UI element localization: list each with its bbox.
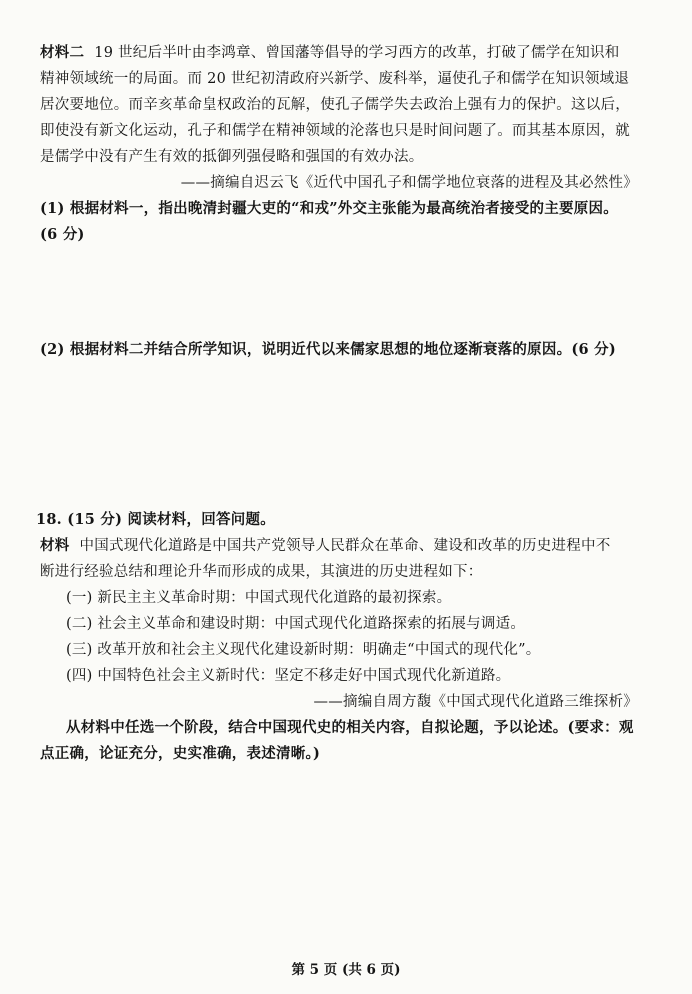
material2-line-2: 精神领域统一的局面。而 20 世纪初清政府兴新学、废科举，逼使孔子和儒学在知识领域退	[40, 71, 630, 87]
material2-text-1: 19 世纪后半叶由李鸿章、曾国藩等倡导的学习西方的改革，打破了儒学在知识和	[94, 45, 620, 61]
q18-material-line-2: 断进行经验总结和理论升华而形成的成果，其演进的历史进程如下：	[40, 564, 483, 580]
question-1-line-1: (1) 根据材料一，指出晚清封疆大吏的“和戎”外交主张能为最高统治者接受的主要原因。	[40, 200, 619, 217]
material2-source: ——摘编自迟云飞《近代中国孔子和儒学地位衰落的进程及其必然性》	[180, 175, 638, 191]
q18-task-line-2: 点正确，论证充分，史实准确，表述清晰。)	[40, 745, 321, 762]
material2-line-4: 即使没有新文化运动，孔子和儒学在精神领域的沦落也只是时间问题了。而其基本原因，就	[40, 123, 630, 139]
q18-material-label: 材料	[40, 537, 70, 554]
material2-line-5: 是儒学中没有产生有效的抵御列强侵略和强国的有效办法。	[40, 149, 424, 165]
q18-stage-2: (二) 社会主义革命和建设时期：中国式现代化道路探索的拓展与调适。	[66, 616, 526, 632]
q18-stage-4: (四) 中国特色社会主义新时代：坚定不移走好中国式现代化新道路。	[66, 668, 511, 684]
q18-stage-1: (一) 新民主主义革命时期：中国式现代化道路的最初探索。	[66, 590, 452, 606]
material2-label: 材料二	[40, 44, 85, 61]
question-2: (2) 根据材料二并结合所学知识，说明近代以来儒家思想的地位逐渐衰落的原因。(6 分)	[40, 341, 616, 358]
material2-line-1	[40, 43, 640, 63]
q18-source: ——摘编自周方馥《中国式现代化道路三维探析》	[313, 694, 638, 710]
page-footer: 第 5 页 (共 6 页)	[291, 962, 401, 978]
q18-task-line-1: 从材料中任选一个阶段，结合中国现代史的相关内容，自拟论题，予以论述。(要求：观	[66, 719, 634, 736]
question-18-heading: 18. (15 分) 阅读材料，回答问题。	[36, 511, 276, 528]
q18-material-text-1: 中国式现代化道路是中国共产党领导人民群众在革命、建设和改革的历史进程中不	[79, 538, 611, 554]
material2-line-3: 居次要地位。而辛亥革命皇权政治的瓦解，使孔子儒学失去政治上强有力的保护。这以后，	[40, 97, 630, 113]
question-1-line-2: (6 分)	[40, 226, 85, 243]
q18-stage-3: (三) 改革开放和社会主义现代化建设新时期：明确走“中国式的现代化”。	[66, 642, 541, 658]
q18-material-line-1	[40, 536, 640, 556]
